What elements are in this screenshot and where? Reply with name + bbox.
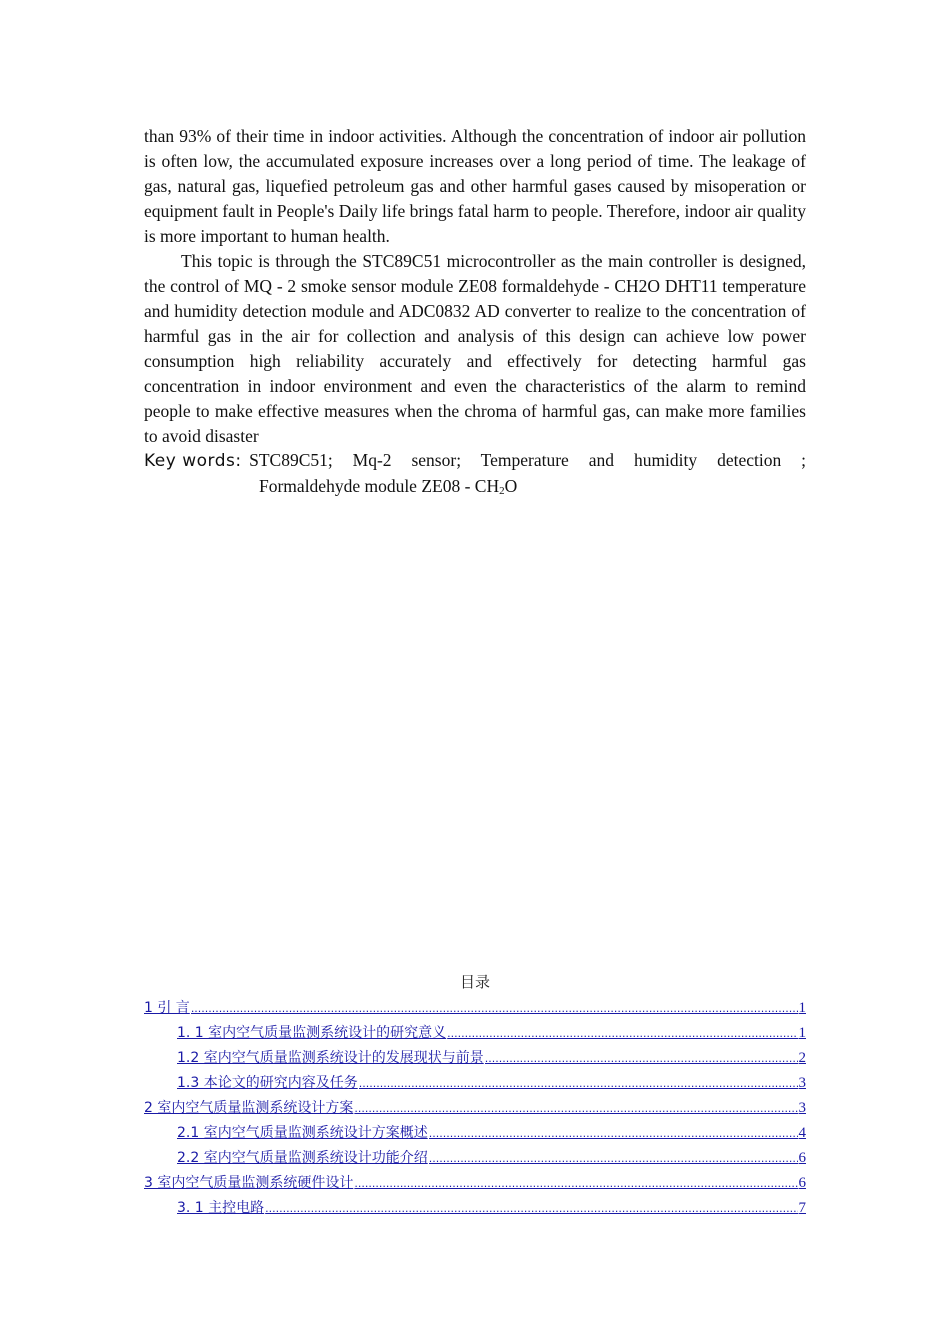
toc-entry-label: 2.2 室内空气质量监测系统设计功能介绍 [177, 1150, 428, 1166]
toc-entry[interactable] [144, 1096, 806, 1121]
toc-dot-leader [429, 1121, 798, 1146]
toc-entry-label: 1. 1 室内空气质量监测系统设计的研究意义 [177, 1025, 447, 1041]
toc-entry-page: 1 [798, 1000, 806, 1016]
toc-entry-label: 1.3 本论文的研究内容及任务 [177, 1075, 358, 1091]
toc-entry[interactable] [144, 1021, 806, 1046]
keywords-text-2-suffix: O [504, 476, 518, 496]
toc-entry-page: 2 [798, 1050, 806, 1066]
toc-entry-page: 7 [798, 1200, 806, 1216]
abstract-paragraph-2: This topic is through the STC89C51 microcontroller as the main controller is designed, the control of MQ - 2 smoke sensor module ZE08 formaldehyde - CH2O DHT11 temperature and humidity detection module and ADC0832 AD converter to realize to the concentration of harmful gas in the air for collection and analysis of this design can achieve low power consumption high reliability accurately and effectively for detecting harmful gas concentration in indoor environment and even the characteristics of the alarm to remind people to make effective measures when the chroma of harmful gas, can make more families to avoid disaster [144, 251, 806, 446]
toc-entry[interactable] [144, 1046, 806, 1071]
toc-dot-leader [359, 1071, 798, 1096]
toc-entry[interactable] [144, 1146, 806, 1171]
abstract-body [144, 124, 806, 449]
toc-entry[interactable] [144, 996, 806, 1021]
abstract-paragraph-1: than 93% of their time in indoor activities. Although the concentration of indoor air pollution is often low, the accumulated exposure increases over a long period of time. The leakage of gas, natural gas, liquefied petroleum gas and other harmful gases caused by misoperation or equipment fault in People's Daily life brings fatal harm to people. Therefore, indoor air quality is more important to human health. [144, 126, 806, 246]
toc-entry-label: 1 引 言 [144, 1000, 190, 1016]
keywords-line-1 [144, 448, 806, 474]
toc-dot-leader [429, 1146, 798, 1171]
toc-entry-page: 1 [798, 1025, 806, 1041]
toc-entry-label: 3. 1 主控电路 [177, 1200, 265, 1216]
toc-entry-page: 4 [798, 1125, 806, 1141]
keywords-text-2-subscript: 2 [499, 485, 505, 497]
keywords-colon: : [235, 451, 242, 471]
keywords-text-2-prefix: Formaldehyde module ZE08 - CH [259, 476, 500, 496]
keywords-text-1: STC89C51; Mq-2 sensor; Temperature and humidity detection ; [249, 450, 806, 470]
toc-dot-leader [447, 1021, 797, 1046]
toc-entry-page: 3 [798, 1075, 806, 1091]
toc-entry-label: 2 室内空气质量监测系统设计方案 [144, 1100, 354, 1116]
keywords-line-2 [144, 474, 806, 499]
toc-dot-leader [354, 1171, 797, 1196]
toc-entry-page: 3 [798, 1100, 806, 1116]
toc-entry-label: 3 室内空气质量监测系统硬件设计 [144, 1175, 354, 1191]
table-of-contents [144, 996, 806, 1221]
toc-entry[interactable] [144, 1196, 806, 1221]
toc-dot-leader [354, 1096, 797, 1121]
toc-entry[interactable] [144, 1121, 806, 1146]
toc-dot-leader [265, 1196, 797, 1221]
toc-entry-label: 1.2 室内空气质量监测系统设计的发展现状与前景 [177, 1050, 484, 1066]
keywords-label: Key words [144, 451, 236, 471]
keywords-block [144, 448, 806, 499]
toc-entry[interactable] [144, 1171, 806, 1196]
toc-title: 目录 [459, 973, 490, 991]
toc-entry-label: 2.1 室内空气质量监测系统设计方案概述 [177, 1125, 428, 1141]
toc-dot-leader [485, 1046, 798, 1071]
toc-dot-leader [191, 996, 798, 1021]
toc-entry-page: 6 [798, 1150, 806, 1166]
toc-entry-page: 6 [798, 1175, 806, 1191]
toc-entry[interactable] [144, 1071, 806, 1096]
